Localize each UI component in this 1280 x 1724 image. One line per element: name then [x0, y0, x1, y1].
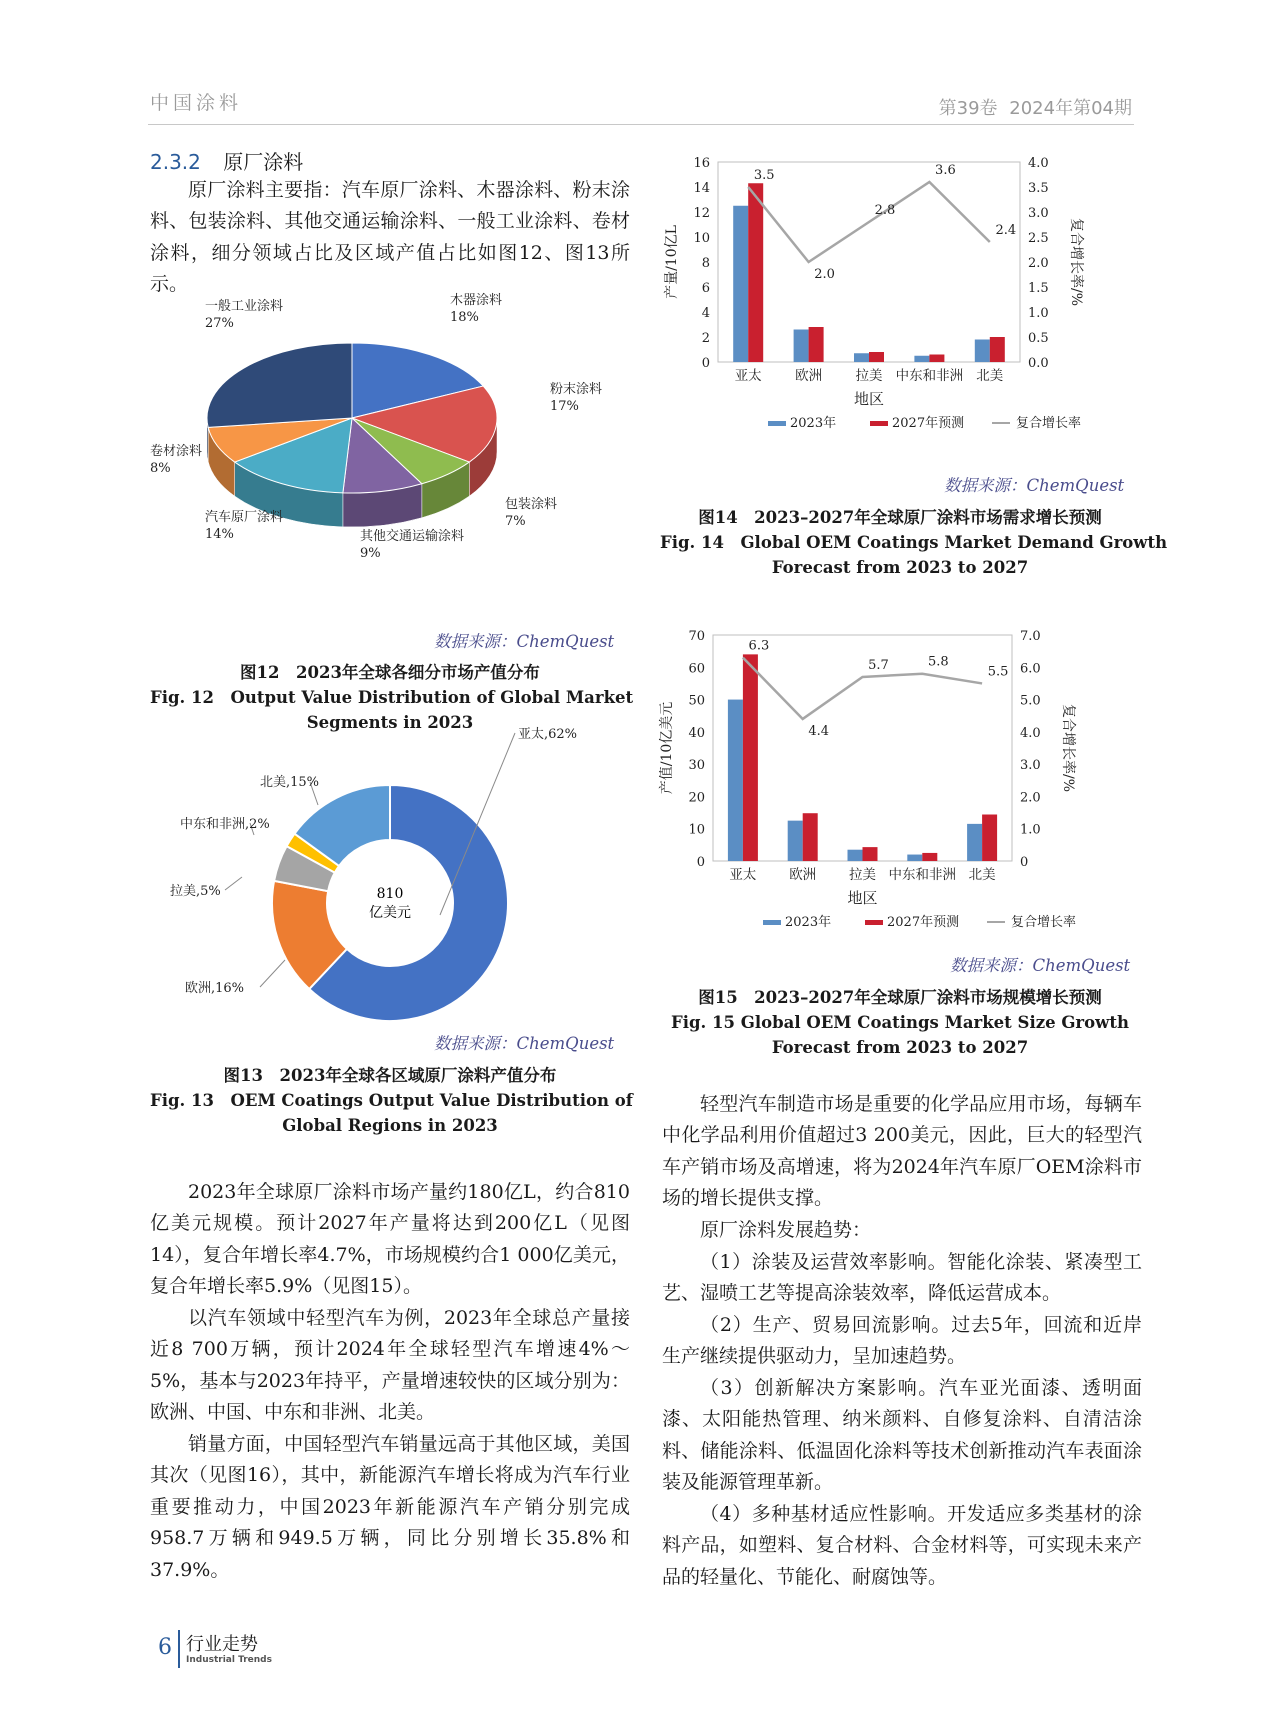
donut-labels — [170, 726, 577, 996]
y-axis-label: 产量/10亿L — [664, 225, 680, 299]
y2-tick-label: 4.0 — [1028, 156, 1049, 171]
y-tick-label: 50 — [688, 693, 705, 709]
y2-tick-label: 6.0 — [1020, 661, 1041, 677]
fig14-caption-en-1: Fig. 14 Global OEM Coatings Market Demand Growth — [660, 533, 1168, 552]
growth-label-3: 3.6 — [935, 163, 956, 178]
x-tick-label: 亚太 — [734, 368, 762, 384]
plot-frame — [718, 162, 1020, 362]
y2-tick-label: 3.5 — [1028, 181, 1049, 196]
pie-pct-2: 7% — [505, 514, 526, 529]
y2-tick-label: 2.5 — [1028, 231, 1049, 246]
y-tick-label: 16 — [693, 156, 710, 171]
fig13-caption-en-1: Fig. 13 OEM Coatings Output Value Distribution of — [150, 1091, 633, 1110]
fig13-caption — [150, 1063, 633, 1138]
right-paragraph-2: 原厂涂料发展趋势： — [700, 1219, 872, 1241]
bar-1-2 — [869, 352, 884, 362]
fig15-caption-en-1: Fig. 15 Global OEM Coatings Market Size Growth — [671, 1013, 1129, 1032]
y2-tick-label: 3.0 — [1028, 206, 1049, 221]
fig15-caption — [660, 985, 1140, 1060]
y2-tick-label: 1.5 — [1028, 281, 1049, 296]
legend-swatch-1 — [870, 421, 888, 426]
right-paragraph-3: （1）涂装及运营效率影响。智能化涂装、紧凑型工艺、湿喷工艺等提高涂装效率，降低运营成本。 — [662, 1251, 1142, 1305]
paragraph-2: 以汽车领域中轻型汽车为例，2023年全球总产量接近8 700万辆，预计2024年全球轻型汽车增速4%～5%，基本与2023年持平，产量增速较快的区域分别为：欧洲、中国、中东和非洲、北美。 — [150, 1307, 630, 1424]
paragraph-1: 2023年全球原厂涂料市场产量约180亿L，约合810亿美元规模。预计2027年产量将达到200亿L（见图14），复合年增长率4.7%，市场规模约合1 000亿美元，复合年增长率5.9%（见图15）。 — [150, 1181, 630, 1298]
growth-line — [748, 182, 990, 262]
legend-line-label: 复合增长率 — [1016, 416, 1082, 431]
x-tick-label: 欧洲 — [795, 368, 823, 384]
footer-section-en: Industrial Trends — [186, 1655, 272, 1665]
pie-3d-top — [207, 343, 497, 493]
donut-slices — [272, 785, 508, 1021]
legend-label-1: 2027年预测 — [887, 915, 960, 930]
page-number: 6 — [158, 1635, 172, 1660]
y-tick-label: 70 — [688, 629, 705, 644]
bar-0-4 — [967, 824, 982, 861]
y-tick-label: 40 — [688, 725, 705, 741]
growth-label-3: 5.8 — [927, 654, 949, 670]
fig12-caption-en-2: Segments in 2023 — [306, 713, 474, 732]
y-tick-label: 0 — [701, 356, 710, 371]
bar-1-0 — [748, 183, 763, 362]
right-paragraph-5: （3）创新解决方案影响。汽车亚光面漆、透明面漆、太阳能热管理、纳米颜料、自修复涂料、自清洁涂料、储能涂料、低温固化涂料等技术创新推动汽车表面涂装及能源管理革新。 — [662, 1377, 1142, 1494]
fig15-source: 数据来源：ChemQuest — [950, 956, 1131, 975]
x-axis-label: 地区 — [853, 390, 885, 408]
pie-pct-0: 18% — [450, 310, 479, 325]
x-tick-label: 中东和非洲 — [895, 368, 964, 384]
legend-label-1: 2027年预测 — [892, 416, 965, 431]
y2-tick-label: 1.0 — [1020, 822, 1041, 838]
fig14-bar-line-chart — [660, 150, 1140, 480]
bar-1-4 — [990, 337, 1005, 362]
x-tick-label: 中东和非洲 — [888, 867, 957, 883]
x-tick-label: 欧洲 — [789, 867, 817, 883]
x-tick-label: 拉美 — [849, 867, 876, 883]
y2-tick-label: 5.0 — [1020, 693, 1041, 709]
bar-0-3 — [907, 855, 922, 861]
donut-label-4: 北美,15% — [260, 775, 320, 790]
pie-pct-3: 9% — [360, 546, 381, 561]
fig12-source: 数据来源：ChemQuest — [434, 632, 615, 651]
legend-swatch-0 — [763, 920, 781, 925]
pie-label-6: 一般工业涂料 — [205, 299, 284, 314]
y-tick-label: 4 — [701, 306, 710, 321]
donut-leader-1 — [260, 960, 285, 987]
right-paragraph-4: （2）生产、贸易回流影响。过去5年，回流和近岸生产继续提供驱动力，呈加速趋势。 — [662, 1314, 1142, 1368]
bar-1-0 — [743, 654, 758, 861]
bar-0-2 — [854, 353, 869, 362]
legend-swatch-0 — [768, 421, 786, 426]
y-tick-label: 10 — [693, 231, 710, 246]
y2-tick-label: 3.0 — [1020, 758, 1041, 774]
x-tick-label: 北美 — [976, 368, 1004, 384]
y-tick-label: 6 — [701, 281, 710, 296]
donut-label-0: 亚太,62% — [518, 727, 578, 742]
paragraph-3: 销量方面，中国轻型汽车销量远高于其他区域，美国其次（见图16），其中，新能源汽车增长将成为汽车行业重要推动力，中国2023年新能源汽车产销分别完成958.7万辆和949.5万辆，同比分别增长35.8%和37.9%。 — [150, 1433, 630, 1581]
growth-label-4: 5.5 — [987, 664, 1009, 680]
footer-divider — [178, 1630, 180, 1668]
pie-label-1: 粉末涂料 — [550, 382, 603, 397]
fig14-caption-cn: 图14 2023–2027年全球原厂涂料市场需求增长预测 — [698, 508, 1102, 527]
section-number: 2.3.2 — [150, 150, 201, 174]
y-tick-label: 0 — [696, 855, 705, 870]
donut-leader-2 — [225, 877, 242, 890]
y-tick-label: 10 — [688, 822, 705, 838]
bar-0-3 — [914, 356, 929, 362]
x-tick-label: 拉美 — [855, 368, 883, 384]
bar-0-1 — [794, 330, 809, 363]
donut-label-2: 拉美,5% — [170, 884, 221, 899]
y2-tick-label: 1.0 — [1028, 306, 1049, 321]
journal-name: 中国涂料 — [150, 92, 243, 114]
y2-tick-label: 7.0 — [1020, 629, 1041, 644]
fig12-caption-en-1: Fig. 12 Output Value Distribution of Global Market — [150, 688, 634, 707]
fig12-pie-chart — [150, 293, 640, 618]
bar-1-3 — [922, 853, 937, 861]
y-tick-label: 14 — [693, 181, 710, 196]
fig12-caption — [150, 660, 634, 735]
y-tick-label: 20 — [688, 790, 705, 806]
pie-label-4: 汽车原厂涂料 — [205, 510, 284, 525]
y2-tick-label: 0.0 — [1028, 356, 1049, 371]
donut-label-3: 中东和非洲,2% — [180, 817, 270, 832]
y-tick-label: 12 — [693, 206, 710, 221]
y2-tick-label: 0.5 — [1028, 331, 1049, 346]
x-tick-label: 亚太 — [729, 867, 757, 883]
section-title: 原厂涂料 — [223, 150, 304, 174]
donut-label-1: 欧洲,16% — [185, 981, 245, 996]
legend-swatch-1 — [865, 920, 883, 925]
legend-label-0: 2023年 — [790, 416, 837, 431]
bar-0-2 — [848, 850, 863, 861]
section-heading — [150, 146, 303, 175]
pie-pct-6: 27% — [205, 316, 234, 331]
y2-tick-label: 2.0 — [1028, 256, 1049, 271]
y-tick-label: 60 — [688, 661, 705, 677]
y2-tick-label: 2.0 — [1020, 790, 1041, 806]
bar-0-0 — [728, 700, 743, 861]
bar-0-4 — [975, 340, 990, 363]
fig15-caption-en-2: Forecast from 2023 to 2027 — [771, 1038, 1029, 1057]
fig13-caption-cn: 图13 2023年全球各区域原厂涂料产值分布 — [223, 1066, 557, 1085]
bar-1-4 — [982, 815, 997, 861]
legend-label-0: 2023年 — [785, 915, 832, 930]
right-paragraph-6: （4）多种基材适应性影响。开发适应多类基材的涂料产品，如塑料、复合材料、合金材料等，可实现未来产品的轻量化、节能化、耐腐蚀等。 — [662, 1503, 1142, 1588]
growth-label-0: 6.3 — [748, 638, 770, 654]
fig13-donut-chart — [150, 727, 640, 1035]
fig14-caption-en-2: Forecast from 2023 to 2027 — [771, 558, 1029, 577]
pie-pct-1: 17% — [550, 399, 579, 414]
fig12-caption-cn: 图12 2023年全球各细分市场产值分布 — [240, 663, 540, 682]
growth-label-1: 2.0 — [814, 267, 835, 282]
pie-label-3: 其他交通运输涂料 — [360, 529, 465, 544]
fig15-caption-cn: 图15 2023–2027年全球原厂涂料市场规模增长预测 — [698, 988, 1102, 1007]
fig15-bar-line-chart — [650, 615, 1140, 945]
y-tick-label: 8 — [701, 256, 710, 271]
growth-label-2: 5.7 — [868, 657, 889, 673]
fig13-caption-en-2: Global Regions in 2023 — [282, 1116, 498, 1135]
x-tick-label: 北美 — [968, 867, 996, 883]
bar-1-1 — [809, 327, 824, 362]
legend-line-label: 复合增长率 — [1011, 915, 1077, 930]
pie-label-5: 卷材涂料 — [150, 444, 203, 459]
pie-label-2: 包装涂料 — [505, 497, 558, 512]
growth-label-4: 2.4 — [995, 223, 1017, 238]
growth-label-1: 4.4 — [808, 723, 830, 739]
fig13-source: 数据来源：ChemQuest — [434, 1034, 615, 1053]
donut-center-value: 810 — [376, 886, 404, 902]
bar-0-0 — [733, 206, 748, 362]
bar-1-1 — [803, 813, 818, 861]
growth-label-0: 3.5 — [753, 168, 775, 183]
y-axis-label: 产值/10亿美元 — [659, 701, 675, 795]
bar-1-2 — [863, 847, 878, 861]
pie-slice-6 — [207, 343, 352, 427]
y-tick-label: 2 — [701, 331, 710, 346]
y-tick-label: 30 — [688, 758, 705, 774]
header-rule — [148, 124, 1134, 125]
right-paragraph-1: 轻型汽车制造市场是重要的化学品应用市场，每辆车中化学品利用价值超过3 200美元，因此，巨大的轻型汽车产销市场及高增速，将为2024年汽车原厂OEM涂料市场的增长提供支撑。 — [662, 1093, 1142, 1210]
footer-section-cn: 行业走势 — [186, 1634, 258, 1655]
bar-1-3 — [929, 355, 944, 363]
donut-center-unit: 亿美元 — [369, 905, 411, 921]
pie-pct-5: 8% — [150, 461, 171, 476]
pie-pct-4: 14% — [205, 527, 234, 542]
fig14-source: 数据来源：ChemQuest — [944, 476, 1125, 495]
y2-tick-label: 4.0 — [1020, 725, 1041, 741]
intro-paragraph: 原厂涂料主要指：汽车原厂涂料、木器涂料、粉末涂料、包装涂料、其他交通运输涂料、一般工业涂料、卷材涂料，细分领域占比及区域产值占比如图12、图13所示。 — [150, 179, 630, 296]
pie-label-0: 木器涂料 — [450, 293, 503, 308]
x-axis-label: 地区 — [847, 889, 878, 907]
y2-axis-label: 复合增长率/% — [1060, 703, 1076, 793]
growth-label-2: 2.8 — [874, 203, 896, 218]
issue-info: 第39卷 2024年第04期 — [938, 98, 1132, 119]
y2-axis-label: 复合增长率/% — [1068, 217, 1084, 307]
fig14-caption — [660, 505, 1168, 580]
bar-0-1 — [788, 821, 803, 861]
y2-tick-label: 0 — [1020, 855, 1029, 870]
